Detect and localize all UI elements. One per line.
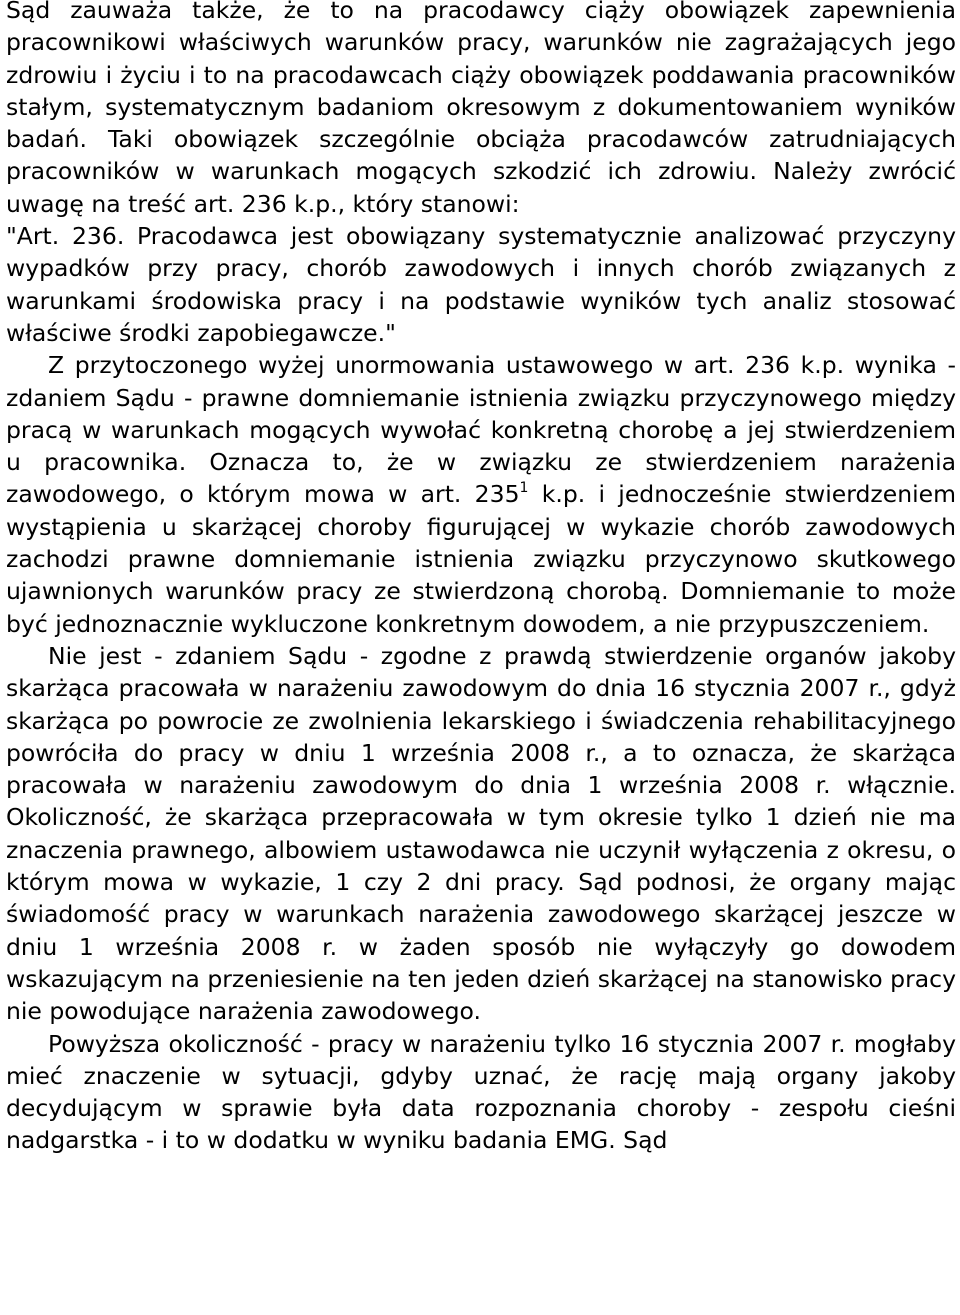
paragraph-legal-presumption-text-a: Z przytoczonego wyżej unormowania ustawowego w art. 236 k.p. wynika - zdaniem Sądu - prawne domniemanie istnienia związku przyczynowego między pracą w warunkach mogących wywołać konkretną chorobę a jej stwierdzeniem u pracownika. Oznacza to, że w związku ze stwierdzeniem narażenia zawodowego, o którym mowa w art. 235 <box>6 351 956 509</box>
paragraph-exposure-period: Nie jest - zdaniem Sądu - zgodne z prawdą stwierdzenie organów jakoby skarżąca pracowała w narażeniu zawodowym do dnia 16 stycznia 2007 r., gdyż skarżąca po powrocie ze zwolnienia lekarskiego i świadczenia rehabilitacyjnego powróciła do pracy w dniu 1 września 2008 r., a to oznacza, że skarżąca pracowała w narażeniu zawodowym do dnia 1 września 2008 r. włącznie. Okoliczność, że skarżąca przepracowała w tym okresie tylko 1 dzień nie ma znaczenia prawnego, albowiem ustawodawca nie uczynił wyłączenia z okresu, o którym mowa w wykazie, 1 czy 2 dni pracy. Sąd podnosi, że organy mając świadomość pracy w warunkach narażenia zawodowego skarżącej jeszcze w dniu 1 września 2008 r. w żaden sposób nie wyłączyły go dowodem wskazującym na przeniesienie na ten jeden dzień skarżącej na stanowisko pracy nie powodujące narażenia zawodowego. <box>6 641 956 1026</box>
paragraph-diagnosis-date: Powyższa okoliczność - pracy w narażeniu tylko 16 stycznia 2007 r. mogłaby mieć znaczenie w sytuacji, gdyby uznać, że rację mają organy jakoby decydującym w sprawie była data rozpoznania choroby - zespołu cieśni nadgarstka - i to w dodatku w wyniku badania EMG. Sąd <box>6 1029 956 1155</box>
paragraph-employer-duty: Sąd zauważa także, że to na pracodawcy ciąży obowiązek zapewnienia pracownikowi właściwych warunków pracy, warunków nie zagrażających jego zdrowiu i życiu i to na pracodawcach ciąży obowiązek poddawania pracowników stałym, systematycznym badaniom okresowym z dokumentowaniem wyników badań. Taki obowiązek szczególnie obciąża pracodawców zatrudniających pracowników w warunkach mogących szkodzić ich zdrowiu. Należy zwrócić uwagę na treść art. 236 k.p., który stanowi: <box>6 0 956 218</box>
superscript-article-number: 1 <box>519 480 529 497</box>
paragraph-legal-presumption-text-b: k.p. i jednocześnie stwierdzeniem wystąpienia u skarżącej choroby figurującej w wykazie chorób zawodowych zachodzi prawne domniemanie istnienia związku przyczynowo skutkowego ujawnionych warunków pracy ze stwierdzoną chorobą. Domniemanie to może być jednoznacznie wykluczone konkretnym dowodem, a nie przypuszczeniem. <box>6 480 956 638</box>
paragraph-art-236-quote: "Art. 236. Pracodawca jest obowiązany systematycznie analizować przyczyny wypadków przy pracy, chorób zawodowych i innych chorób związanych z warunkami środowiska pracy i na podstawie wyników tych analiz stosować właściwe środki zapobiegawcze." <box>6 222 956 347</box>
paragraph-legal-presumption <box>6 349 956 640</box>
document-page <box>6 0 956 1157</box>
